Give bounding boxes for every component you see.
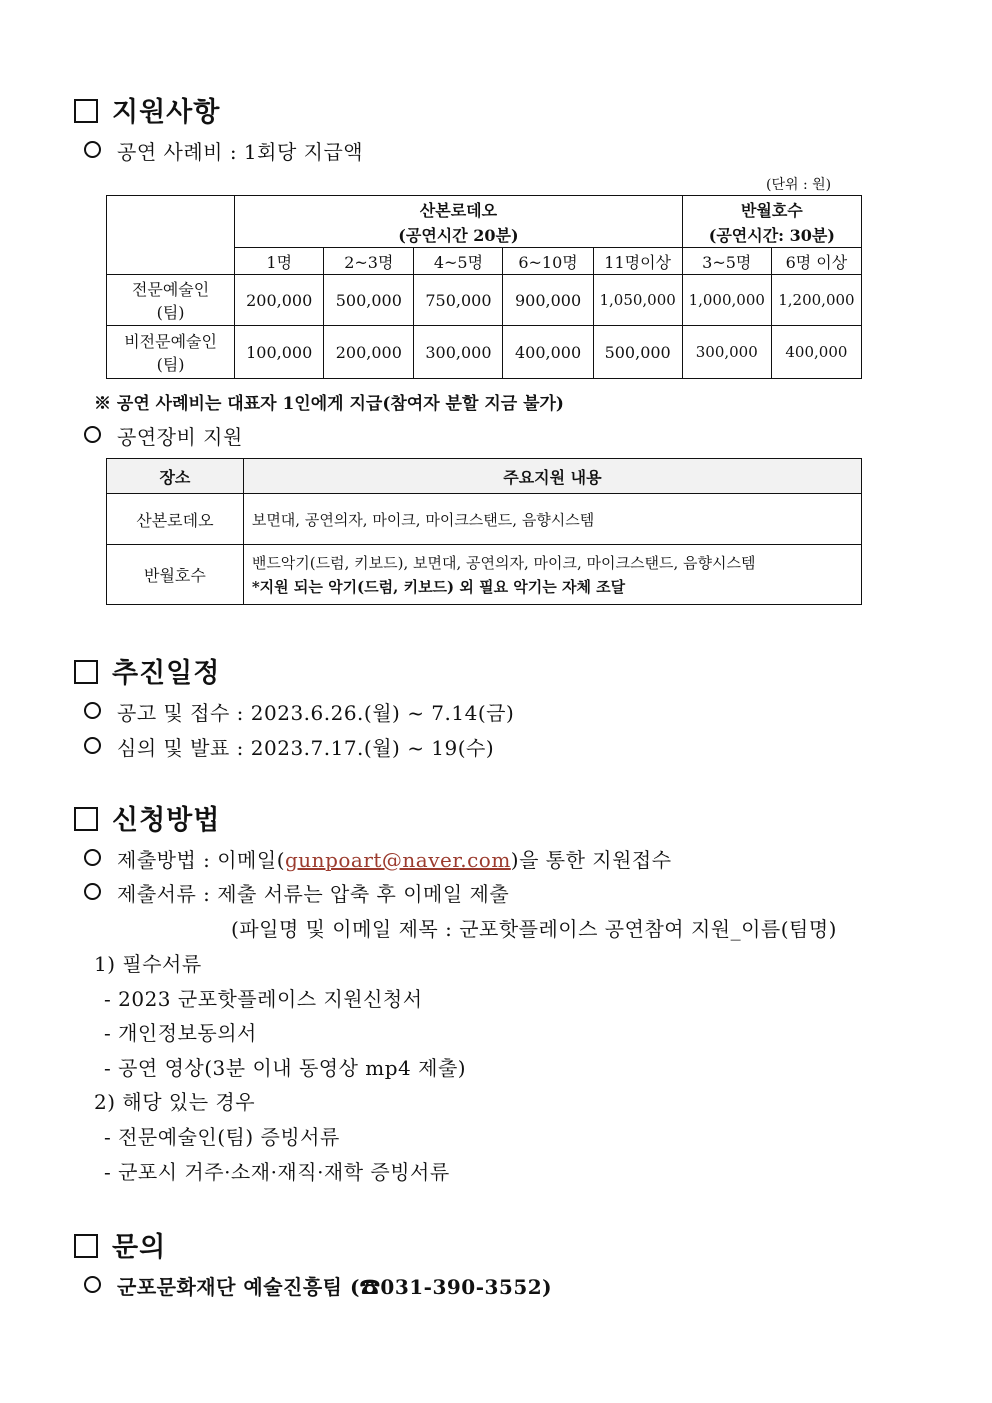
venue1-header: 산본로데오	[235, 196, 683, 223]
email-link[interactable]: gunpoart@naver.com	[285, 848, 511, 872]
table-row	[107, 326, 862, 379]
section-title-schedule: 추진일정	[74, 651, 220, 690]
list-item: - 전문예술인(팀) 증빙서류	[104, 1125, 340, 1149]
apply-docs-line: 제출서류 : 제출 서류는 압축 후 이메일 제출	[84, 878, 509, 907]
table-cell: 500,000	[324, 275, 414, 326]
table-cell: 100,000	[235, 326, 324, 379]
checkbox-square-icon	[74, 660, 98, 684]
list-item: - 2023 군포핫플레이스 지원신청서	[104, 987, 423, 1011]
table-row	[107, 545, 862, 605]
circle-bullet-icon	[84, 737, 101, 754]
table-cell: 1,050,000	[593, 275, 682, 326]
equip-header-place: 장소	[107, 459, 244, 494]
list-item: - 공연 영상(3분 이내 동영상 mp4 제출)	[104, 1056, 467, 1080]
equip-note: *지원 되는 악기(드럼, 키보드) 외 필요 악기는 자체 조달	[251, 578, 626, 596]
table-cell: 300,000	[682, 326, 771, 379]
equip-line: 공연장비 지원	[84, 421, 243, 450]
contact-phone[interactable]: (☎031-390-3552)	[349, 1275, 553, 1299]
table-cell: 1,200,000	[771, 275, 861, 326]
row-label: 비전문예술인 (팀)	[107, 326, 235, 379]
circle-bullet-icon	[84, 426, 101, 443]
table-cell: 200,000	[324, 326, 414, 379]
table-corner	[107, 196, 235, 275]
section-title-support: 지원사항	[74, 90, 220, 129]
apply-method-line: 제출방법 : 이메일(gunpoart@naver.com)을 통한 지원접수	[84, 844, 672, 873]
equip-content: 보면대, 공연의자, 마이크, 마이크스탠드, 음향시스템	[243, 494, 861, 545]
table-cell: 300,000	[414, 326, 503, 379]
col-header: 4~5명	[414, 248, 503, 275]
contact-line	[84, 1271, 552, 1300]
table-cell: 400,000	[771, 326, 861, 379]
equip-content: 밴드악기(드럼, 키보드), 보면대, 공연의자, 마이크, 마이크스탠드, 음향시스템 *지원 되는 악기(드럼, 키보드) 외 필요 악기는 자체 조달	[243, 545, 861, 605]
equip-place: 반월호수	[107, 545, 244, 605]
circle-bullet-icon	[84, 883, 101, 900]
checkbox-square-icon	[74, 99, 98, 123]
table-row	[107, 275, 862, 326]
circle-bullet-icon	[84, 1276, 101, 1293]
checkbox-square-icon	[74, 1234, 98, 1258]
circle-bullet-icon	[84, 141, 101, 158]
table-row	[107, 494, 862, 545]
equipment-table	[106, 458, 862, 605]
circle-bullet-icon	[84, 702, 101, 719]
equip-place: 산본로데오	[107, 494, 244, 545]
table-cell: 200,000	[235, 275, 324, 326]
fee-note: ※ 공연 사례비는 대표자 1인에게 지급(참여자 분할 지금 불가)	[94, 394, 564, 414]
checkbox-square-icon	[74, 807, 98, 831]
list-item: - 개인정보동의서	[104, 1021, 257, 1045]
col-header: 3~5명	[682, 248, 771, 275]
contact-org: 군포문화재단 예술진흥팀	[117, 1275, 343, 1299]
table-cell: 500,000	[593, 326, 682, 379]
venue2-time: (공연시간: 30분)	[682, 223, 861, 248]
table-cell: 750,000	[414, 275, 503, 326]
venue2-header: 반월호수	[682, 196, 861, 223]
table-cell: 1,000,000	[682, 275, 771, 326]
venue1-time: (공연시간 20분)	[235, 223, 683, 248]
schedule-line: 심의 및 발표 : 2023.7.17.(월) ~ 19(수)	[84, 732, 494, 761]
fee-line: 공연 사례비 : 1회당 지급액	[84, 136, 363, 165]
row-label: 전문예술인 (팀)	[107, 275, 235, 326]
section-title-contact: 문의	[74, 1225, 166, 1264]
schedule-line: 공고 및 접수 : 2023.6.26.(월) ~ 7.14(금)	[84, 697, 514, 726]
apply-docs-note: (파일명 및 이메일 제목 : 군포핫플레이스 공연참여 지원_이름(팀명)	[231, 917, 837, 941]
col-header: 6~10명	[503, 248, 593, 275]
list-item: - 군포시 거주·소재·재직·재학 증빙서류	[104, 1160, 450, 1184]
col-header: 6명 이상	[771, 248, 861, 275]
col-header: 2~3명	[324, 248, 414, 275]
unit-label: (단위 : 원)	[766, 177, 832, 193]
table-cell: 900,000	[503, 275, 593, 326]
section-title-apply: 신청방법	[74, 798, 220, 837]
circle-bullet-icon	[84, 849, 101, 866]
col-header: 1명	[235, 248, 324, 275]
equip-header-content: 주요지원 내용	[243, 459, 861, 494]
optional-docs-title: 2) 해당 있는 경우	[94, 1090, 256, 1114]
required-docs-title: 1) 필수서류	[94, 952, 202, 976]
col-header: 11명이상	[593, 248, 682, 275]
table-cell: 400,000	[503, 326, 593, 379]
fee-table	[106, 195, 862, 379]
